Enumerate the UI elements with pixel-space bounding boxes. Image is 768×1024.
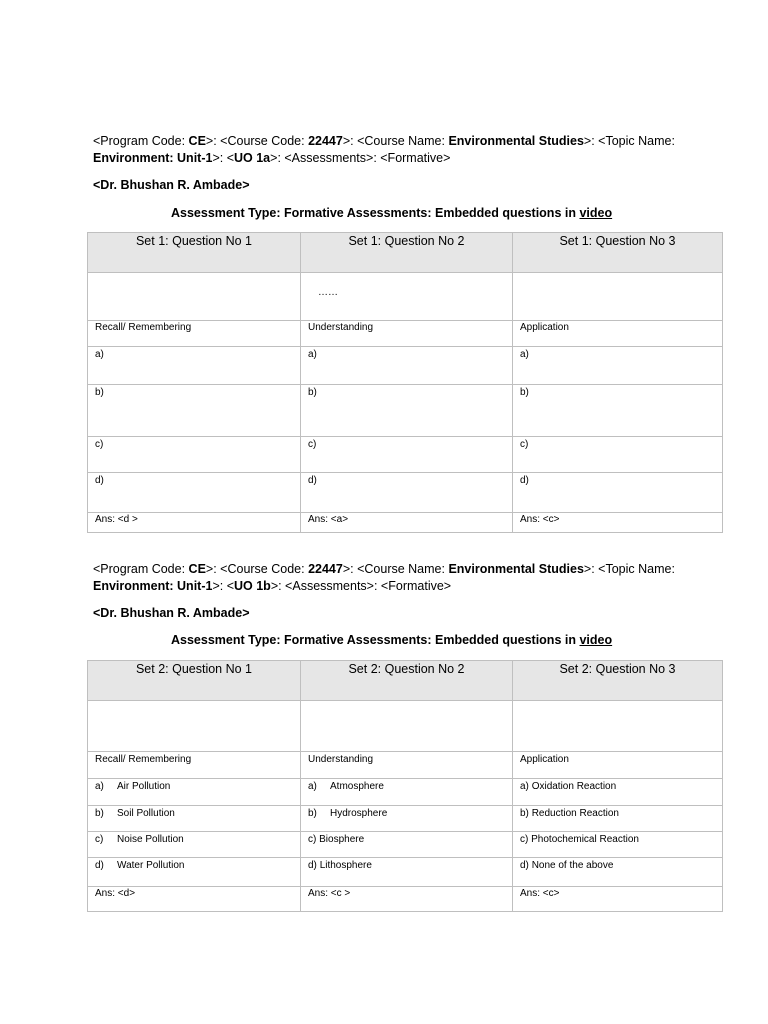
option-cell: a) — [513, 347, 723, 385]
option-cell: c) Photochemical Reaction — [513, 832, 723, 858]
option-cell: d) — [513, 473, 723, 513]
header-cell: Set 1: Question No 2 — [301, 233, 513, 273]
option-cell: c) Noise Pollution — [88, 832, 301, 858]
header-cell: Set 2: Question No 3 — [513, 661, 723, 701]
video-link-1[interactable]: video — [579, 206, 613, 220]
question-cell[interactable] — [513, 273, 723, 321]
table-row — [88, 858, 723, 887]
table-row — [88, 887, 723, 912]
option-cell: d) Lithosphere — [301, 858, 513, 887]
option-cell: a) Air Pollution — [88, 779, 301, 806]
course-meta-1: <Program Code: CE>: <Course Code: 22447>: <Course Name: Environmental Studies>: <Topic Name: Environment: Unit-1>: <UO 1a>: <Assessments>: <Formative> — [93, 134, 675, 165]
question-cell[interactable] — [88, 273, 301, 321]
level-cell: Application — [513, 321, 723, 347]
table-row — [88, 513, 723, 533]
assessment-type-1: Assessment Type: Formative Assessments: Embedded questions in video — [171, 206, 613, 220]
level-cell: Recall/ Remembering — [88, 752, 301, 779]
table-row — [88, 385, 723, 437]
video-link-2[interactable]: video — [579, 633, 613, 647]
option-cell: a) — [88, 347, 301, 385]
level-cell: Understanding — [301, 321, 513, 347]
table-row — [88, 347, 723, 385]
answer-cell: Ans: <c> — [513, 887, 723, 912]
option-cell: d) — [301, 473, 513, 513]
option-cell: c) Biosphere — [301, 832, 513, 858]
answer-cell: Ans: <a> — [301, 513, 513, 533]
header-cell: Set 2: Question No 2 — [301, 661, 513, 701]
level-cell: Recall/ Remembering — [88, 321, 301, 347]
course-meta-2: <Program Code: CE>: <Course Code: 22447>: <Course Name: Environmental Studies>: <Topic Name: Environment: Unit-1>: <UO 1b>: <Assessments>: <Formative> — [93, 562, 675, 593]
option-cell: d) None of the above — [513, 858, 723, 887]
option-cell: c) — [513, 437, 723, 473]
question-cell[interactable] — [513, 701, 723, 752]
option-cell: d) — [88, 473, 301, 513]
option-cell: c) — [301, 437, 513, 473]
table-row — [88, 779, 723, 806]
option-cell: a) Oxidation Reaction — [513, 779, 723, 806]
table-row — [88, 437, 723, 473]
level-cell: Application — [513, 752, 723, 779]
header-cell: Set 1: Question No 3 — [513, 233, 723, 273]
answer-cell: Ans: <c> — [513, 513, 723, 533]
header-cell: Set 2: Question No 1 — [88, 661, 301, 701]
option-cell: c) — [88, 437, 301, 473]
option-cell: b) — [301, 385, 513, 437]
option-cell: a) — [301, 347, 513, 385]
question-cell[interactable]: …… — [301, 273, 513, 321]
header-cell: Set 1: Question No 1 — [88, 233, 301, 273]
option-cell: a) Atmosphere — [301, 779, 513, 806]
answer-cell: Ans: <c > — [301, 887, 513, 912]
option-cell: b) Soil Pollution — [88, 806, 301, 832]
table-row — [88, 832, 723, 858]
assessment-type-2: Assessment Type: Formative Assessments: Embedded questions in video — [171, 633, 613, 647]
question-table-set-2 — [87, 660, 723, 912]
table-row — [88, 473, 723, 513]
option-cell: b) — [513, 385, 723, 437]
option-cell: d) Water Pollution — [88, 858, 301, 887]
answer-cell: Ans: <d> — [88, 887, 301, 912]
option-cell: b) — [88, 385, 301, 437]
question-cell[interactable] — [88, 701, 301, 752]
option-cell: b) Reduction Reaction — [513, 806, 723, 832]
table-row — [88, 806, 723, 832]
author-name-2: <Dr. Bhushan R. Ambade> — [93, 606, 250, 620]
question-table-set-1 — [87, 232, 723, 533]
answer-cell: Ans: <d > — [88, 513, 301, 533]
level-cell: Understanding — [301, 752, 513, 779]
author-name-1: <Dr. Bhushan R. Ambade> — [93, 178, 250, 192]
question-cell[interactable] — [301, 701, 513, 752]
option-cell: b) Hydrosphere — [301, 806, 513, 832]
